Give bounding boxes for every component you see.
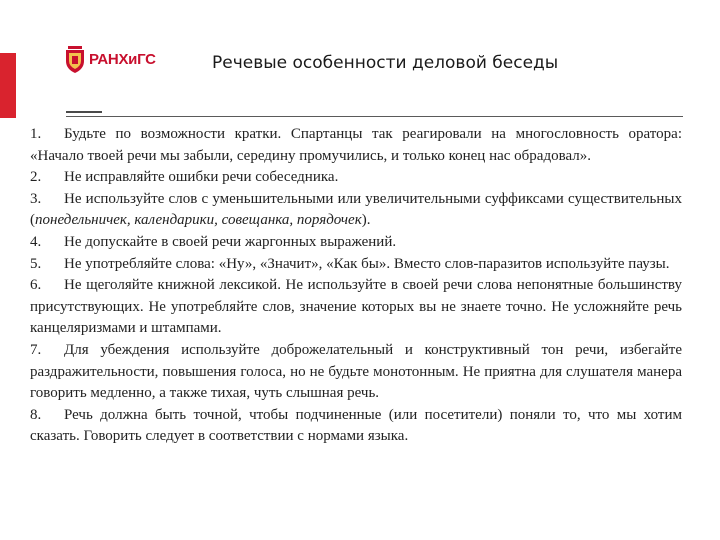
list-item (30, 167, 682, 189)
list-item (30, 189, 682, 232)
item-number: 7. (30, 341, 42, 358)
item-text: Не исправляйте ошибки речи собеседника. (64, 169, 339, 186)
title-divider-accent (66, 111, 102, 113)
item-number: 3. (30, 190, 42, 207)
list-item (30, 405, 682, 448)
item-text: Для убеждения используйте доброжелательный и конструктивный тон речи, избегайте раздражительности, повышения голоса, но не будьте монотонным. Не приятна для слушателя манера говорить медленно, а также тихая, чуть слышная речь. (30, 341, 682, 402)
item-text: Будьте по возможности кратки. Спартанцы так реагировали на многословность оратора: «Начало твоей речи мы забыли, середину промучились, и только конец нас обрадовал». (30, 126, 682, 164)
list-item (30, 254, 682, 276)
item-text: Речь должна быть точной, чтобы подчиненные (или посетители) поняли то, что мы хотим сказать. Говорить следует в соответствии с нормами языка. (30, 406, 682, 445)
item-number: 6. (30, 277, 42, 294)
list-item (30, 124, 682, 167)
item-examples: понедельничек, календарики, совещанка, порядочек (35, 212, 362, 229)
rules-list (30, 124, 682, 448)
item-number: 8. (30, 406, 42, 423)
title-divider (66, 116, 683, 117)
item-number: 2. (30, 169, 42, 186)
accent-bar (0, 53, 16, 118)
list-item (30, 232, 682, 254)
item-text-end: ). (361, 212, 371, 229)
list-item (30, 275, 682, 340)
item-text: Не допускайте в своей речи жаргонных выражений. (64, 233, 397, 250)
item-text: Не употребляйте слова: «Ну», «Значит», «Как бы». Вместо слов-паразитов используйте паузы. (64, 255, 670, 272)
item-number: 1. (30, 126, 42, 142)
logo-text: РАНХиГС (89, 50, 156, 68)
logo (64, 44, 156, 74)
item-text: Не щеголяйте книжной лексикой. Не используйте в своей речи слова непонятные большинству присутствующих. Не употребляйте слов, значение которых вы не знаете точно. Не усложняйте речь канцеляризмами и штампами. (30, 277, 682, 337)
item-number: 4. (30, 233, 42, 250)
item-text: Не используйте слов с уменьшительными или увеличительными суффиксами существительных ( (30, 190, 682, 229)
item-number: 5. (30, 255, 42, 272)
university-emblem-icon (64, 44, 86, 74)
page-title: Речевые особенности деловой беседы (212, 53, 559, 73)
list-item (30, 340, 682, 405)
